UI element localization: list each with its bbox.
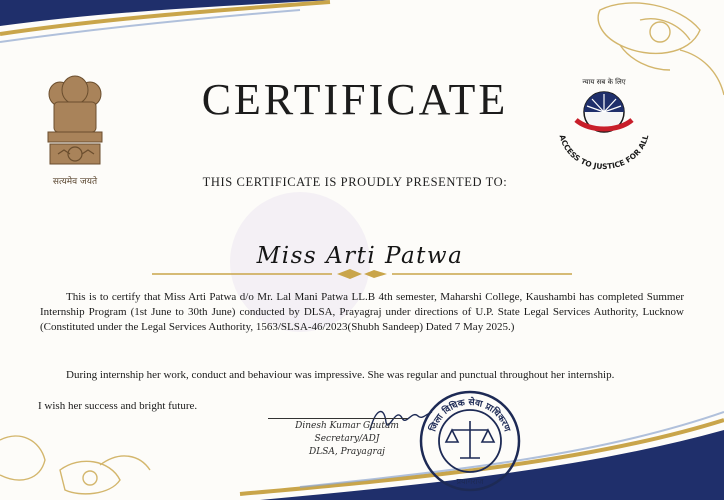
certificate-title: CERTIFICATE <box>201 75 509 124</box>
official-seal-icon <box>416 388 524 494</box>
access-to-justice-logo <box>549 74 659 170</box>
emblem-caption: सत्यमेव जयते <box>52 177 98 187</box>
presented-to-line: THIS CERTIFICATE IS PROUDLY PRESENTED TO: <box>202 175 508 189</box>
signatory-designation: Secretary/ADJ <box>314 434 380 444</box>
signatory-name: Dinesh Kumar Gautam <box>295 421 399 431</box>
logo-top-text: न्याय सब के लिए <box>582 78 626 86</box>
wishes-paragraph: I wish her success and bright future. <box>38 400 198 412</box>
svg-text:ACCESS TO JUSTICE FOR ALL <box>558 134 651 170</box>
seal-ring-text: जिला विधिक सेवा प्राधिकरण <box>428 397 512 434</box>
national-emblem-icon <box>40 72 110 187</box>
seal-bottom-text: प्रयागराज <box>456 477 484 486</box>
signature-line <box>268 418 408 419</box>
certificate-body-paragraph: This is to certify that Miss Arti Patwa d/o Mr. Lal Mani Patwa LL.B 4th semester, Maharshi College, Kaushambi has completed Summer Internship Program (1st June to 30th June) conducted by DLSA, Prayagraj under directions of U.P. State Legal Services Authority, Lucknow (Constituted under the Legal Services Authority, 1563/SLSA-46/2023(Shubh Sandeep) Dated 7 May 2025.) <box>40 291 684 333</box>
logo-ring-text: ACCESS TO JUSTICE FOR ALL <box>557 133 651 170</box>
signatory-block <box>282 420 412 459</box>
signatory-office: DLSA, Prayagraj <box>309 447 385 457</box>
recipient-name: Miss Arti Patwa <box>256 243 464 269</box>
conduct-paragraph: During internship her work, conduct and behaviour was impressive. She was regular and punctual throughout her internship. <box>66 369 615 381</box>
name-divider <box>152 268 572 280</box>
